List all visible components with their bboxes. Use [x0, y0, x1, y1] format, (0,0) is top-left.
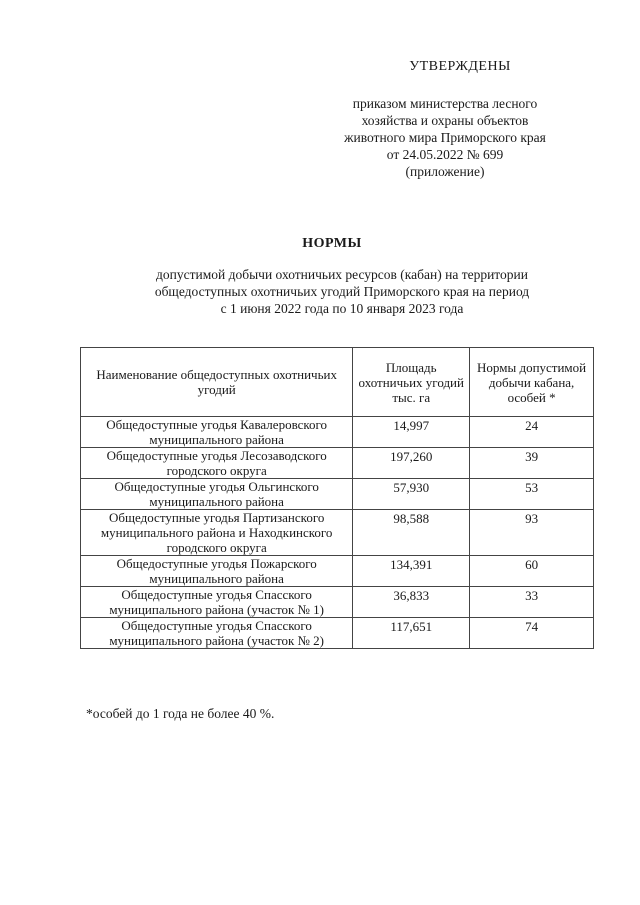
row-area: 98,588 [353, 510, 470, 556]
subtitle-line: допустимой добычи охотничьих ресурсов (кабан) на территории [156, 267, 528, 282]
row-name: Общедоступные угодья Ольгинского муниципального района [81, 479, 353, 510]
row-norm: 39 [470, 448, 594, 479]
header-norm: Нормы допустимой добычи кабана, особей * [470, 348, 594, 417]
approved-heading: УТВЕРЖДЕНЫ [409, 59, 511, 74]
header-area: Площадь охотничьих угодий тыс. га [353, 348, 470, 417]
row-area: 117,651 [353, 618, 470, 649]
table-row [81, 417, 594, 448]
subtitle-line: с 1 июня 2022 года по 10 января 2023 года [220, 301, 464, 316]
row-area: 197,260 [353, 448, 470, 479]
document-title: НОРМЫ [302, 236, 362, 251]
norms-table [80, 347, 594, 649]
approval-block [300, 58, 590, 180]
table-row [81, 587, 594, 618]
row-name: Общедоступные угодья Партизанского муниципального района и Находкинского городского округа [81, 510, 353, 556]
row-name: Общедоступные угодья Лесозаводского городского округа [81, 448, 353, 479]
table-row [81, 510, 594, 556]
row-area: 36,833 [353, 587, 470, 618]
order-line: от 24.05.2022 № 699 [386, 147, 504, 162]
table-header-row [81, 348, 594, 417]
row-norm: 53 [470, 479, 594, 510]
subtitle-line: общедоступных охотничьих угодий Приморского края на период [154, 284, 530, 299]
order-line: приказом министерства лесного [352, 96, 538, 111]
row-name: Общедоступные угодья Спасского муниципального района (участок № 2) [81, 618, 353, 649]
row-area: 134,391 [353, 556, 470, 587]
table-row [81, 556, 594, 587]
order-line: животного мира Приморского края [344, 130, 546, 145]
row-name: Общедоступные угодья Кавалеровского муниципального района [81, 417, 353, 448]
row-norm: 60 [470, 556, 594, 587]
header-name: Наименование общедоступных охотничьих угодий [81, 348, 353, 417]
order-line: хозяйства и охраны объектов [361, 113, 529, 128]
row-name: Общедоступные угодья Спасского муниципального района (участок № 1) [81, 587, 353, 618]
row-norm: 24 [470, 417, 594, 448]
row-area: 57,930 [353, 479, 470, 510]
table-row [81, 448, 594, 479]
document-subtitle [22, 266, 640, 317]
footnote: *особей до 1 года не более 40 %. [86, 706, 275, 721]
table-row [81, 618, 594, 649]
order-reference [300, 95, 590, 180]
table-row [81, 479, 594, 510]
row-norm: 33 [470, 587, 594, 618]
row-norm: 93 [470, 510, 594, 556]
row-norm: 74 [470, 618, 594, 649]
order-line: (приложение) [405, 164, 485, 179]
row-area: 14,997 [353, 417, 470, 448]
row-name: Общедоступные угодья Пожарского муниципального района [81, 556, 353, 587]
